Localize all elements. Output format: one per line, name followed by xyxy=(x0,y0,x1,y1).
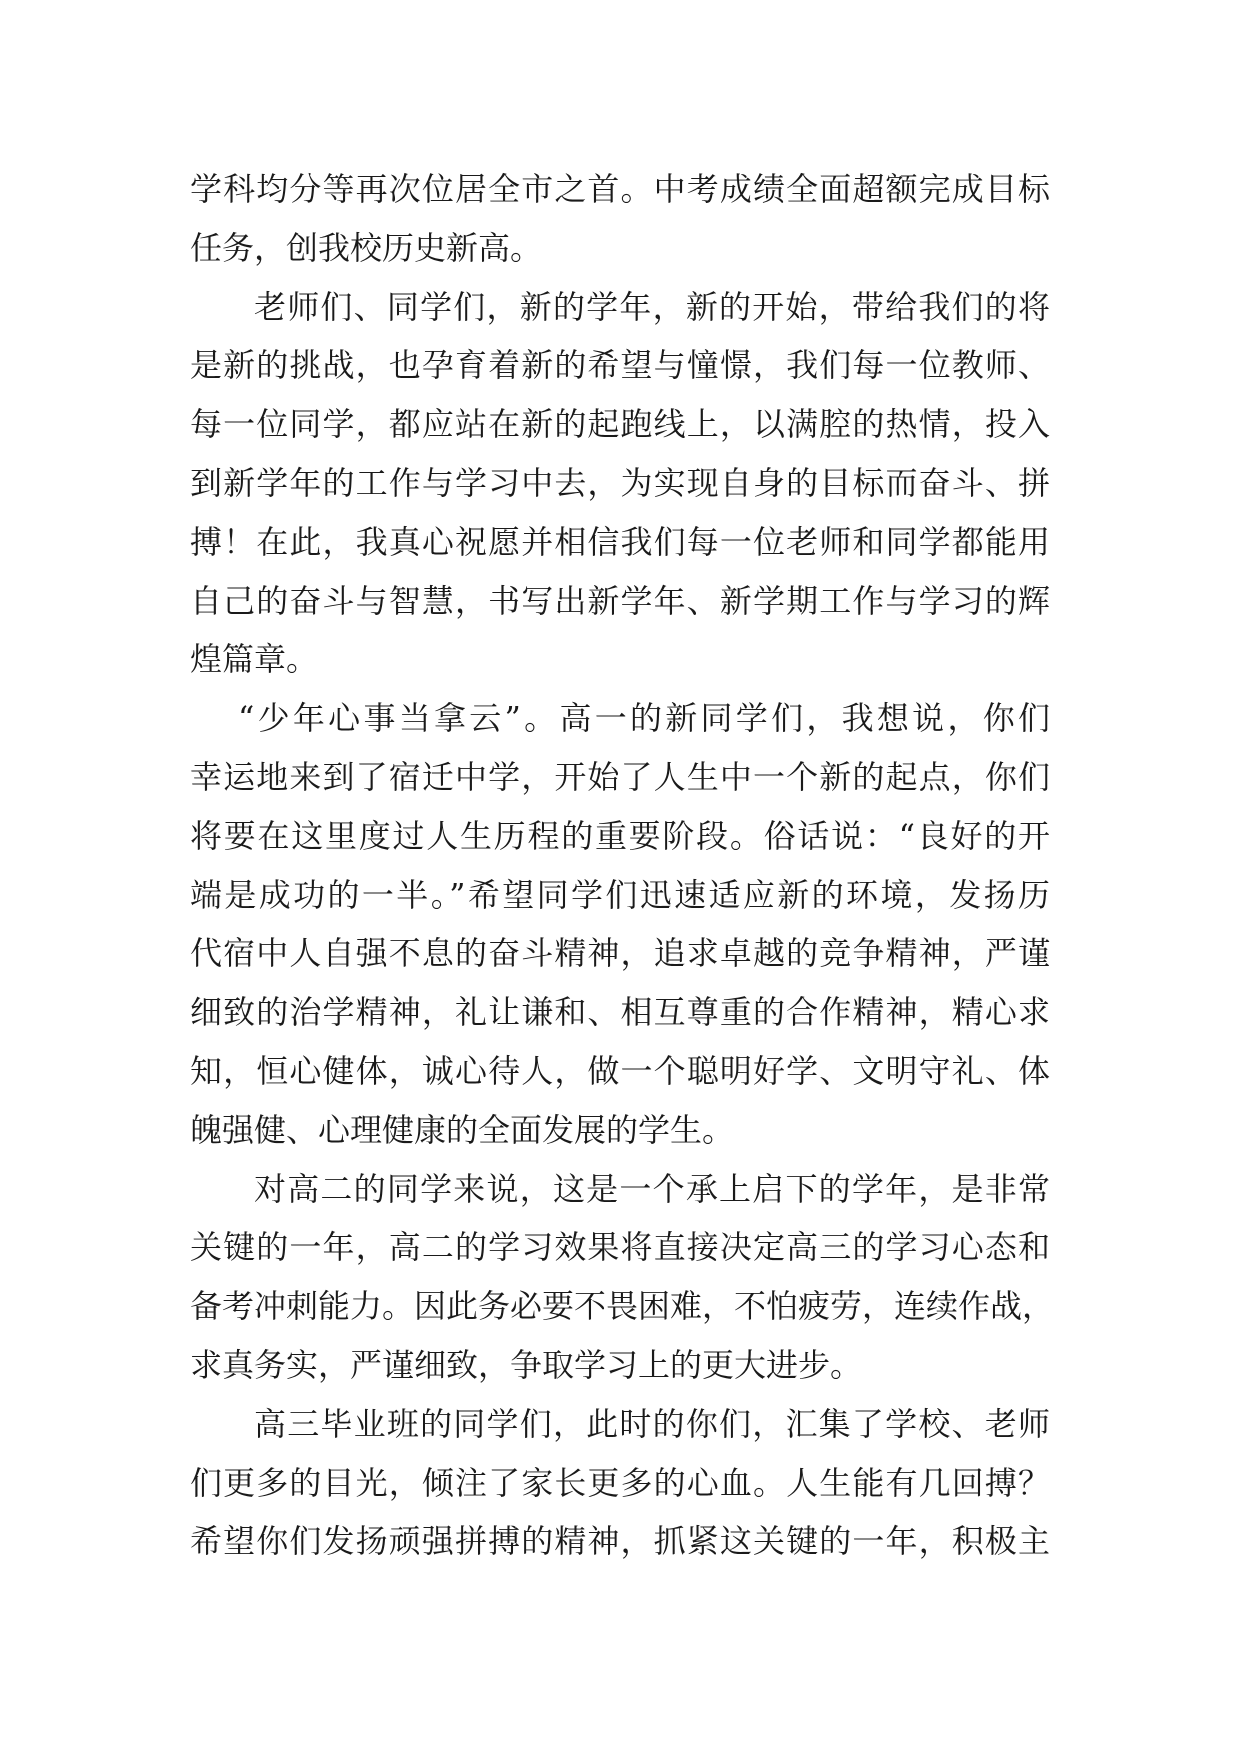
text-line: 学科均分等再次位居全市之首。中考成绩全面超额完成目标 xyxy=(190,170,1050,208)
text-line: 每一位同学，都应站在新的起跑线上，以满腔的热情，投入 xyxy=(190,405,1050,444)
text-line: 煌篇章。 xyxy=(190,640,319,679)
text-line: 幸运地来到了宿迁中学，开始了人生中一个新的起点，你们 xyxy=(190,757,1050,796)
text-line: 求真务实，严谨细致，争取学习上的更大进步。 xyxy=(190,1345,863,1384)
text-line: 魄强健、心理健康的全面发展的学生。 xyxy=(190,1110,735,1149)
text-line: 对高二的同学来说，这是一个承上启下的学年，是非常 xyxy=(254,1169,1050,1208)
document-body xyxy=(190,160,1055,1571)
text-line: 代宿中人自强不息的奋斗精神，追求卓越的竞争精神，严谨 xyxy=(190,934,1050,973)
text-line: 们更多的目光，倾注了家长更多的心血。人生能有几回搏？ xyxy=(190,1463,1050,1502)
text-line: 搏！在此，我真心祝愿并相信我们每一位老师和同学都能用 xyxy=(190,522,1050,561)
text-line: 到新学年的工作与学习中去，为实现自身的目标而奋斗、拼 xyxy=(190,463,1050,502)
text-line: 任务，创我校历史新高。 xyxy=(190,228,543,267)
text-line: 端是成功的一半。”希望同学们迅速适应新的环境，发扬历 xyxy=(190,875,1050,914)
text-line: 老师们、同学们，新的学年，新的开始，带给我们的将 xyxy=(254,287,1050,326)
text-line: 是新的挑战，也孕育着新的希望与憧憬，我们每一位教师、 xyxy=(190,346,1050,385)
text-line: 关键的一年，高二的学习效果将直接决定高三的学习心态和 xyxy=(190,1228,1050,1267)
text-line: 细致的治学精神，礼让谦和、相互尊重的合作精神，精心求 xyxy=(190,993,1050,1032)
text-line: 备考冲刺能力。因此务必要不畏困难，不怕疲劳，连续作战， xyxy=(190,1287,1055,1326)
text-line: 希望你们发扬顽强拼搏的精神，抓紧这关键的一年，积极主 xyxy=(190,1522,1050,1561)
text-line: “少年心事当拿云”。高一的新同学们，我想说，你们 xyxy=(238,699,1050,738)
text-line: 高三毕业班的同学们，此时的你们，汇集了学校、老师 xyxy=(254,1404,1050,1443)
text-line: 知，恒心健体，诚心待人，做一个聪明好学、文明守礼、体 xyxy=(190,1051,1050,1090)
text-line: 将要在这里度过人生历程的重要阶段。俗话说：“良好的开 xyxy=(190,816,1050,855)
text-line: 自己的奋斗与智慧，书写出新学年、新学期工作与学习的辉 xyxy=(190,581,1050,620)
